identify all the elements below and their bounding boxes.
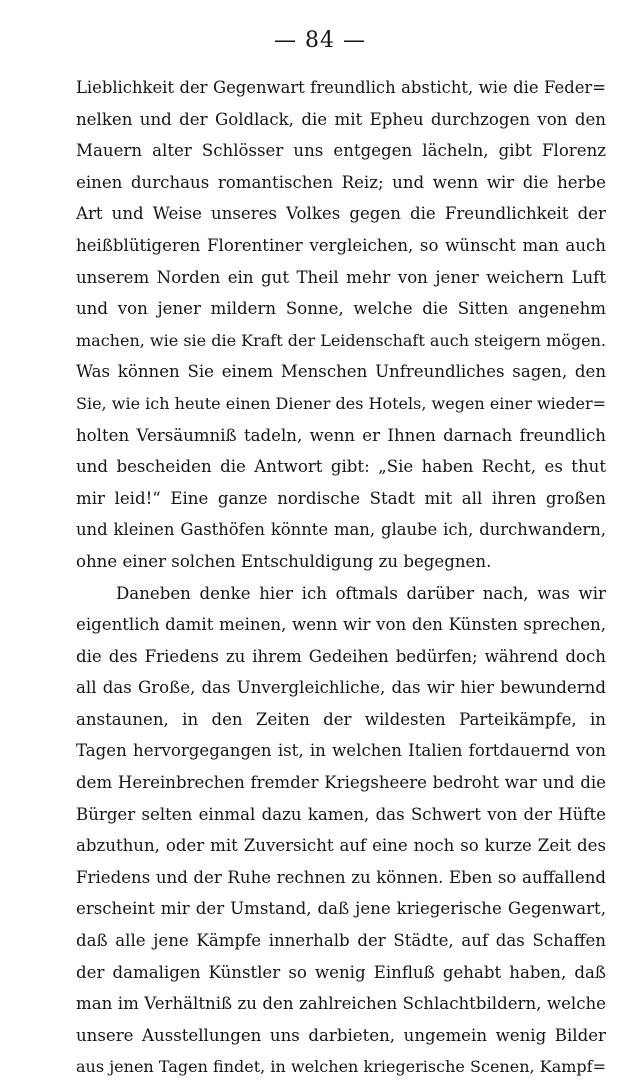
text-line: Art und Weise unseres Volkes gegen die Freundlichkeit der — [76, 204, 606, 224]
text-line: Was können Sie einem Menschen Unfreundliches sagen, den — [76, 362, 606, 382]
text-line: Daneben denke hier ich oftmals darüber nach, was wir — [116, 583, 606, 603]
text-line: holten Versäumniß tadeln, wenn er Ihnen darnach freundlich — [76, 425, 606, 445]
text-line: Tagen hervorgegangen ist, in welchen Italien fortdauernd von — [76, 741, 606, 761]
text-line: Bürger selten einmal dazu kamen, das Schwert von der Hüfte — [76, 804, 606, 824]
text-line: Mauern alter Schlösser uns entgegen lächeln, gibt Florenz — [76, 141, 606, 161]
text-line: aus jenen Tagen findet, in welchen kriegerische Scenen, Kampf= — [76, 1057, 606, 1077]
text-line: mir leid!“ Eine ganze nordische Stadt mit all ihren großen — [76, 488, 606, 508]
text-line: machen, wie sie die Kraft der Leidenschaft auch steigern mögen. — [76, 330, 606, 350]
text-line: unserem Norden ein gut Theil mehr von jener weichern Luft — [76, 267, 606, 287]
text-line: abzuthun, oder mit Zuversicht auf eine noch so kurze Zeit des — [76, 836, 606, 856]
text-line: eigentlich damit meinen, wenn wir von den Künsten sprechen, — [76, 615, 606, 635]
text-line: man im Verhältniß zu den zahlreichen Schlachtbildern, welche — [76, 994, 606, 1014]
text-line: Sie, wie ich heute einen Diener des Hotels, wegen einer wieder= — [76, 393, 606, 413]
text-line: unsere Ausstellungen uns darbieten, ungemein wenig Bilder — [76, 1025, 606, 1045]
text-line: die des Friedens zu ihrem Gedeihen bedürfen; während doch — [76, 646, 606, 666]
text-line: dem Hereinbrechen fremder Kriegsheere bedroht war und die — [76, 773, 606, 793]
text-line: und bescheiden die Antwort gibt: „Sie haben Recht, es thut — [76, 457, 606, 477]
text-line: ohne einer solchen Entschuldigung zu begegnen. — [76, 551, 492, 571]
text-line: der damaligen Künstler so wenig Einfluß gehabt haben, daß — [76, 962, 606, 982]
text-line: und kleinen Gasthöfen könnte man, glaube ich, durchwandern, — [76, 520, 606, 540]
text-line: Lieblichkeit der Gegenwart freundlich absticht, wie die Feder= — [76, 78, 606, 97]
text-line: erscheint mir der Umstand, daß jene kriegerische Gegenwart, — [76, 899, 606, 919]
text-line: nelken und der Goldlack, die mit Epheu durchzogen von den — [76, 109, 606, 129]
body-text — [76, 72, 606, 1083]
page-number: — 84 — — [274, 28, 366, 53]
text-line: daß alle jene Kämpfe innerhalb der Städte, auf das Schaffen — [76, 931, 606, 951]
text-line: all das Große, das Unvergleichliche, das wir hier bewundernd — [76, 678, 606, 698]
text-line: Friedens und der Ruhe rechnen zu können. Eben so auffallend — [76, 867, 606, 887]
text-line: und von jener mildern Sonne, welche die Sitten angenehm — [76, 299, 606, 319]
text-line: heißblütigeren Florentiner vergleichen, so wünscht man auch — [76, 235, 606, 255]
text-line: einen durchaus romantischen Reiz; und wenn wir die herbe — [76, 172, 606, 192]
text-line: anstaunen, in den Zeiten der wildesten Parteikämpfe, in — [76, 709, 606, 729]
